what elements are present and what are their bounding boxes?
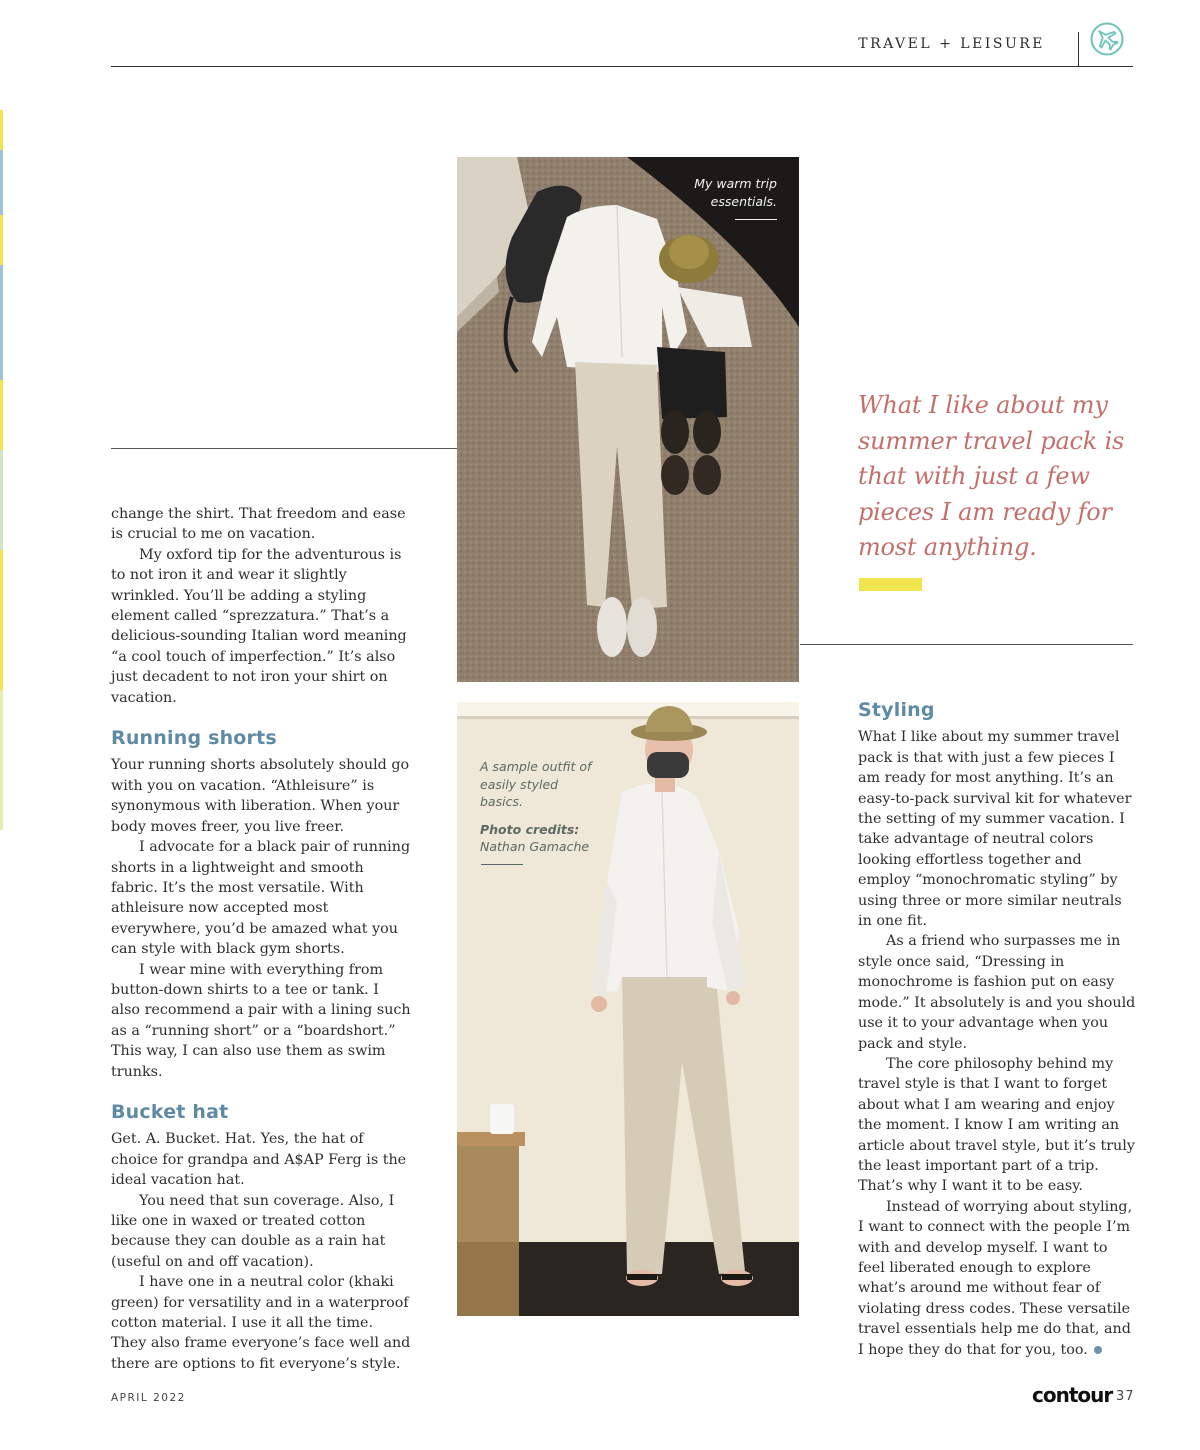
- header-divider: [1078, 32, 1079, 67]
- pull-quote-bar: [859, 578, 922, 591]
- intro-paragraph-2: My oxford tip for the adventurous is to not iron it and wear it slightly wrinkled. You’ll be adding a styling element called “sprezzatura.” That’s a delicious-sounding Italian word meaning “a cool touch of imperfection.” It’s also just decadent to not iron your shirt on vacation.: [111, 546, 407, 706]
- styling-paragraph-2: As a friend who surpasses me in style once said, “Dressing in monochrome is fashion put on easy mode.” It absolutely is and you should use it to your advantage when you pack and style.: [858, 933, 1136, 1052]
- outfit-caption: [480, 758, 600, 856]
- bucket-hat-heading: Bucket hat: [111, 1100, 229, 1123]
- edge-tick-teal: [0, 450, 3, 550]
- edge-tick-yellow-2: [0, 215, 3, 265]
- edge-tick-green: [0, 690, 3, 830]
- outfit-caption-rule: [481, 864, 523, 865]
- edge-tick-blue-1: [0, 150, 3, 215]
- running-shorts-heading: Running shorts: [111, 727, 277, 750]
- styling-paragraph-1: What I like about my summer travel pack is that with just a few pieces I am ready for most anything. It’s an easy-to-pack survival kit for whatever the setting of my summer vacation. I take advantage of neutral colors looking effortless together and employ “monochromatic styling” by using three or more similar neutrals in one fit.: [858, 729, 1132, 930]
- end-mark-icon: [1094, 1346, 1102, 1354]
- photo-credit-label: Photo credits:: [480, 821, 580, 837]
- pull-quote: What I like about my summer travel pack is that with just a few pieces I am ready for most anything.: [858, 391, 1125, 561]
- left-column: [111, 504, 411, 1374]
- edge-tick-blue-2: [0, 265, 3, 380]
- bucket-hat-paragraph-3: I have one in a neutral color (khaki green) for versatility and in a waterproof cotton material. I use it all the time. They also frame everyone’s face well and there are options to fit everyone’s style.: [111, 1274, 411, 1372]
- flatlay-caption: My warm trip essentials.: [694, 176, 777, 209]
- header-rule: [111, 66, 1133, 67]
- styling-heading: Styling: [858, 699, 935, 721]
- running-shorts-paragraph-2: I advocate for a black pair of running shorts in a lightweight and smooth fabric. It’s the most versatile. With athleisure now accepted most everywhere, you’d be amazed what you can style with black gym shorts.: [111, 839, 411, 958]
- right-section-rule: [800, 644, 1133, 645]
- outfit-caption-text: A sample outfit of easily styled basics.: [480, 759, 592, 809]
- bucket-hat-paragraph-2: You need that sun coverage. Also, I like one in waxed or treated cotton because they can double as a rain hat (useful on and off vacation).: [111, 1192, 395, 1270]
- styling-paragraph-3: The core philosophy behind my travel style is that I want to forget about what I am wearing and enjoy the moment. I know I am writing an article about travel style, but it’s truly the least important part of a trip. That’s why I want it to be easy.: [858, 1055, 1135, 1195]
- running-shorts-paragraph-3: I wear mine with everything from button-down shirts to a tee or tank. I also recommend a pair with a lining such as a “running short” or a “boardshort.” This way, I can also use them as swim trunks.: [111, 961, 411, 1080]
- page-number: 37: [1116, 1389, 1135, 1404]
- flatlay-caption-rule: [735, 219, 777, 220]
- styling-paragraph-4: [858, 1197, 1138, 1360]
- bucket-hat-paragraph-1: Get. A. Bucket. Hat. Yes, the hat of choice for grandpa and A$AP Ferg is the ideal vacation hat.: [111, 1131, 407, 1189]
- footer-date: APRIL 2022: [111, 1392, 186, 1404]
- section-label: TRAVEL + LEISURE: [858, 36, 1045, 52]
- brand-logo: contour: [1032, 1383, 1113, 1407]
- photo-credit-name: Nathan Gamache: [480, 839, 590, 854]
- running-shorts-paragraph-1: Your running shorts absolutely should go with you on vacation. “Athleisure” is synonymous with liberation. When your body moves freer, you live freer.: [111, 757, 410, 835]
- airplane-icon: [1090, 22, 1124, 56]
- flatlay-photo: [457, 157, 799, 682]
- edge-tick-yellow-1: [0, 110, 3, 150]
- edge-tick-yellow-4: [0, 550, 3, 690]
- intro-paragraph-1: change the shirt. That freedom and ease is crucial to me on vacation.: [111, 506, 406, 543]
- right-column: [858, 700, 1138, 1360]
- styling-paragraph-4-text: Instead of worrying about styling, I want to connect with the people I’m with and develop myself. I want to feel liberated enough to explore what’s around me without fear of violating dress codes. These versatile travel essentials help me do that, and I hope they do that for you, too.: [858, 1198, 1133, 1358]
- left-section-rule: [111, 448, 457, 449]
- edge-tick-yellow-3: [0, 380, 3, 450]
